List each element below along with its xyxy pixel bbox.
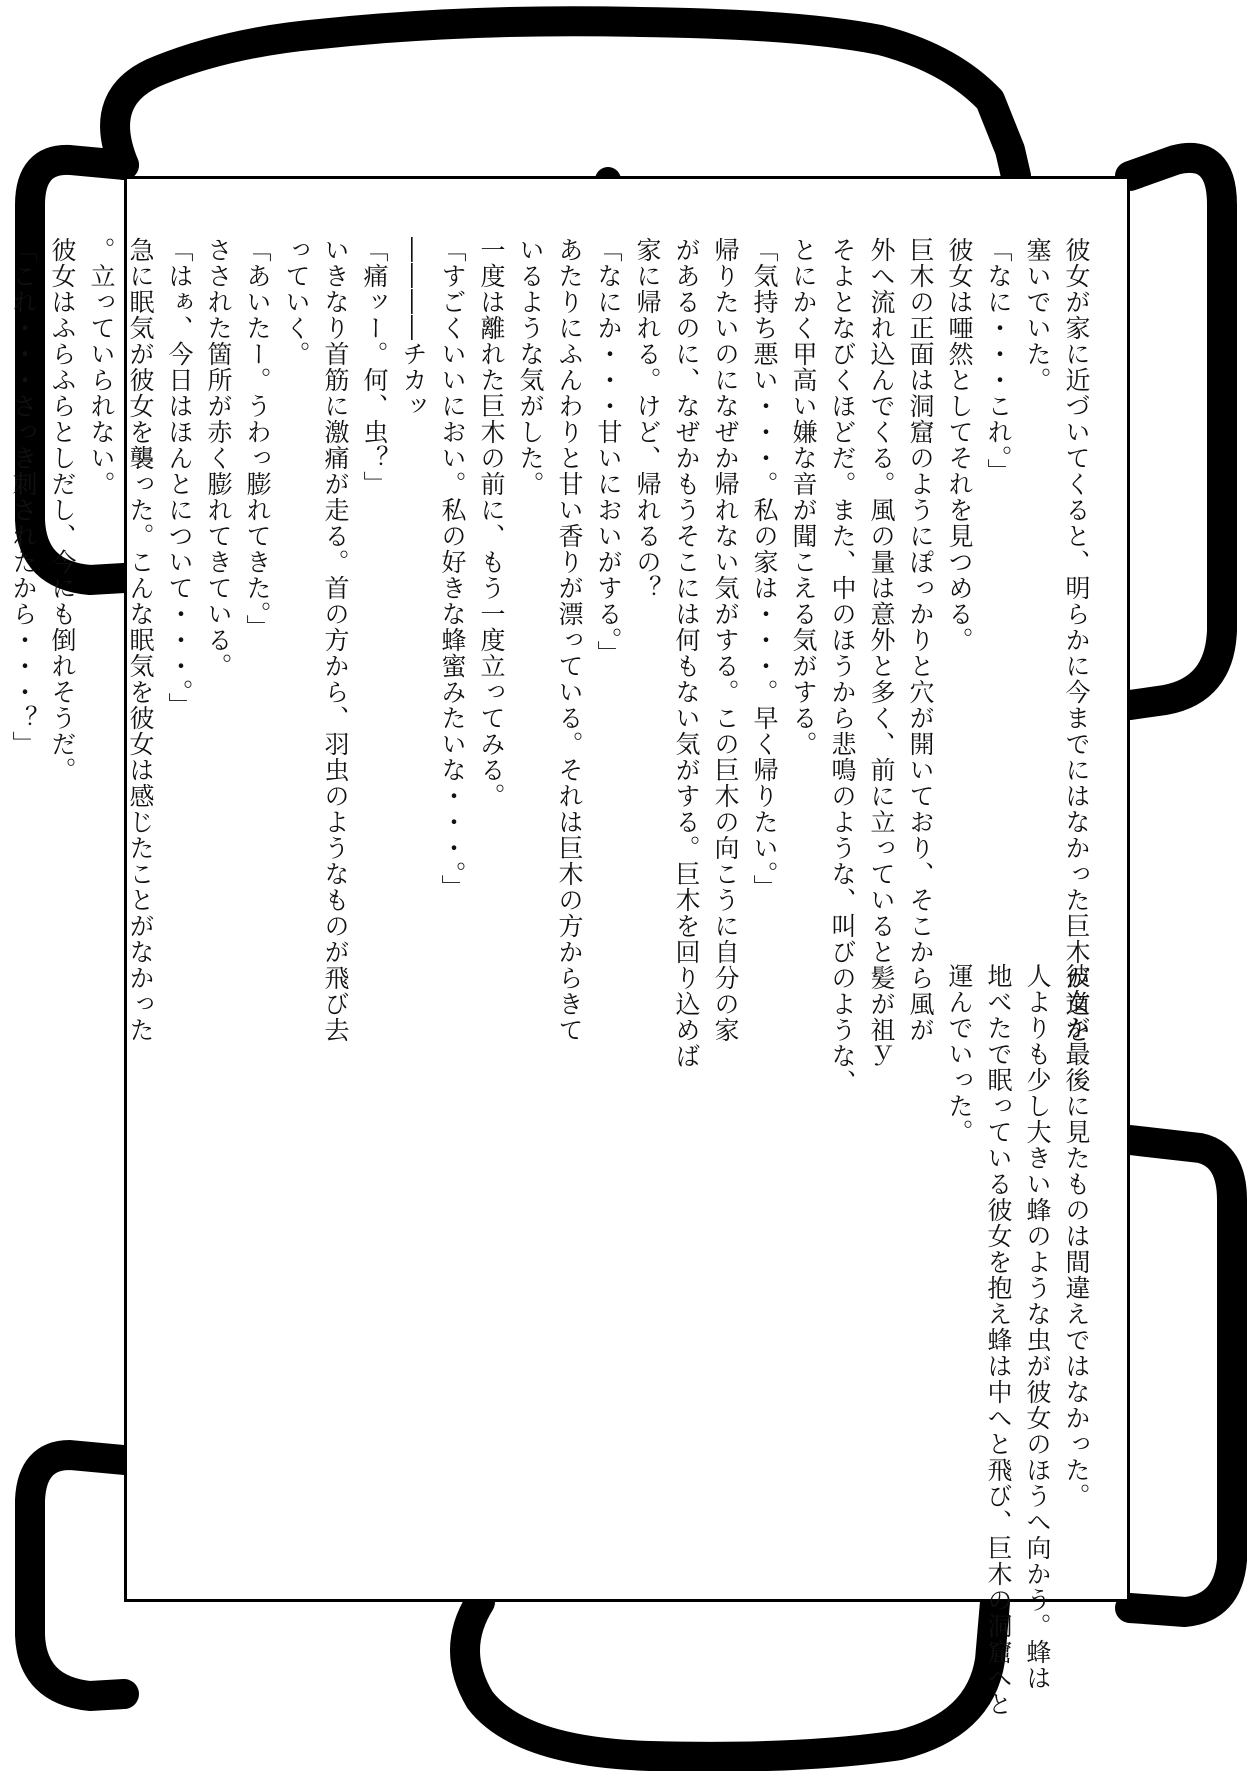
text-line: 家に帰れる。けど、帰れるの？ — [633, 237, 662, 601]
text-line: 「痛ッー。何、虫？」 — [360, 237, 389, 497]
text-line: 地べたで眠っている彼女を抱え蜂は中へと飛び、巨木の洞窟へと — [984, 963, 1013, 1717]
text-line: そよとなびくほどだ。また、中のほうから悲鳴のような、叫びのような、 — [828, 237, 857, 1095]
text-line: 「これ・・・さっき刺されたから・・・？」 — [9, 237, 38, 757]
text-line: 「すごくいいにおい。私の好きな蜂蜜みたいな・・・。」 — [438, 237, 467, 901]
text-line: 帰りたいのになぜか帰れない気がする。この巨木の向こうに自分の家 — [711, 237, 740, 1043]
story-ending-text — [945, 963, 1096, 1717]
text-line: いるような気がした。 — [516, 237, 545, 497]
text-line: とにかく甲高い嫌な音が聞こえる気がする。 — [789, 237, 818, 757]
text-line: さされた箇所が赤く膨れてきている。 — [204, 237, 233, 679]
text-line: ――――チカッ — [399, 237, 428, 419]
text-line: 「なに・・・これ。」 — [984, 237, 1013, 485]
text-line: っていく。 — [282, 237, 311, 367]
text-line: いきなり首筋に激痛が走る。首の方から、羽虫のようなものが飛び去 — [321, 237, 350, 1043]
text-line: 彼女はふらふらとしだし、今にも倒れそうだ。 — [48, 237, 77, 783]
text-line: 急に眠気が彼女を襲った。こんな眠気を彼女は感じたことがなかった — [126, 237, 155, 1043]
text-line: あたりにふんわりと甘い香りが漂っている。それは巨木の方からきて — [555, 237, 584, 1043]
text-line: 人よりも少し大きい蜂のような虫が彼女のほうへ向かう。蜂は — [1023, 963, 1052, 1691]
text-line — [0, 237, 4, 927]
text-line: 運んでいった。 — [945, 963, 974, 1145]
text-line: 塞いでいた。 — [1023, 237, 1052, 393]
text-line: 一度は離れた巨木の前に、もう一度立ってみる。 — [477, 237, 506, 809]
text-line: 外へ流れ込んでくる。風の量は意外と多く、前に立っていると髪が祖ｙ — [867, 237, 896, 1069]
text-line: 「なにか・・・甘いにおいがする。」 — [594, 237, 623, 667]
text-line: 彼女が家に近づいてくると、明らかに今までにはなかった巨木が道を — [1062, 237, 1091, 1043]
text-line: 「はぁ、今日はほんとについて・・・。」 — [165, 237, 194, 719]
text-line: 彼女は唖然としてそれを見つめる。 — [945, 237, 974, 653]
text-line: 彼女が最後に見たものは間違えではなかった。 — [1062, 963, 1091, 1509]
text-line: 「あいたー。うわっ膨れてきた。」 — [243, 237, 272, 641]
text-line: 「気持ち悪い・・・。私の家は・・・。早く帰りたい。」 — [750, 237, 779, 901]
text-line: 巨木の正面は洞窟のようにぽっかりと穴が開いており、そこから風が — [906, 237, 935, 1043]
text-line: 。立っていられない。 — [87, 237, 116, 497]
text-line: があるのに、なぜかもうそこには何もない気がする。巨木を回り込めば — [672, 237, 701, 1069]
